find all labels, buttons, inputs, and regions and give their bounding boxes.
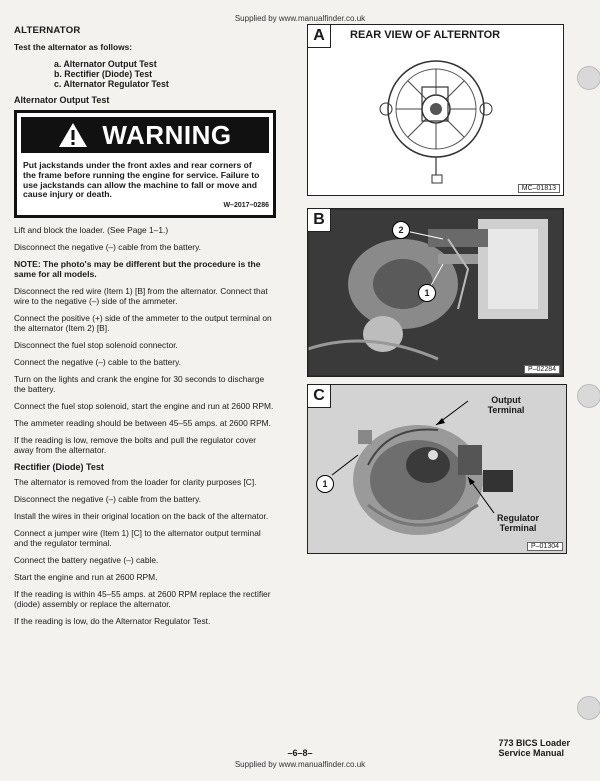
warning-header [21,117,269,153]
binder-hole [577,384,600,408]
figure-b-code: P–02284 [524,365,560,374]
para-fuel-stop-disconnect: Disconnect the fuel stop solenoid connector. [14,340,178,351]
warning-text: Put jackstands under the front axles and rear corners of the frame before running the engine for service. Failure to use jackstands can allow the machine to fall or move and cause injury or death. [23,160,260,200]
supplier-header: Supplied by www.manualfinder.co.uk [234,14,366,23]
para-fuel-stop-connect: Connect the fuel stop solenoid, start the engine and run at 2600 RPM. [14,401,274,412]
intro-text: Test the alternator as follows: [14,42,133,52]
para-ammeter-positive: Connect the positive (+) side of the ammeter to the output terminal on the alternator (Item 2) [B]. [14,313,272,334]
test-item-rectifier: b. Rectifier (Diode) Test [54,69,153,79]
figure-b [307,208,564,377]
para-alternator-removed: The alternator is removed from the loader for clarity purposes [C]. [14,477,257,488]
para-crank-engine: Turn on the lights and crank the engine for 30 seconds to discharge the battery. [14,374,265,395]
test-item-output: a. Alternator Output Test [54,59,157,69]
alternator-rear-drawing [378,47,498,187]
left-column [14,26,276,633]
test-list [14,59,276,89]
warning-triangle-icon [58,122,88,148]
figure-c-code: P–01304 [527,542,563,551]
regulator-terminal-label: Regulator Terminal [496,513,539,533]
footer-manual-name: Service Manual [498,748,564,758]
para-replace-rectifier: If the reading is within 45–55 amps. at 2600 RPM replace the rectifier (diode) assembly or replace the alternator. [14,589,271,610]
para-connect-negative: Connect the negative (–) cable to the battery. [14,357,181,368]
binder-hole [577,66,600,90]
page-number: –6–8– [287,748,313,758]
output-terminal-label: Output Terminal [487,395,525,415]
para-ammeter-reading: The ammeter reading should be between 45–55 amps. at 2600 RPM. [14,418,271,429]
figure-c [307,384,567,554]
figure-a [307,24,564,196]
binder-hole [577,696,600,720]
figure-a-title: REAR VIEW OF ALTERNTOR [350,29,501,41]
section-title: ALTERNATOR [14,25,81,36]
footer-model-name: 773 BICS Loader [498,738,570,748]
para-reading-low: If the reading is low, remove the bolts and pull the regulator cover away from the alternator. [14,435,257,456]
figure-a-label: A [308,25,331,48]
warning-code: W–2017–0286 [223,202,269,210]
callout-item-1-c: 1 [316,475,334,493]
para-lift: Lift and block the loader. (See Page 1–1.) [14,225,169,236]
para-start-engine: Start the engine and run at 2600 RPM. [14,572,158,583]
note-photos: NOTE: The photo's may be different but the procedure is the same for all models. [14,259,261,280]
subheading-rectifier-test: Rectifier (Diode) Test [14,462,104,473]
subheading-output-test: Alternator Output Test [14,95,110,105]
para-red-wire: Disconnect the red wire (Item 1) [B] from the alternator. Connect that wire to the negative (–) side of the ammeter. [14,286,268,307]
para-install-wires: Install the wires in their original location on the back of the alternator. [14,511,269,522]
para-disconnect-negative: Disconnect the negative (–) cable from the battery. [14,242,201,253]
figure-b-label: B [308,209,331,232]
supplier-footer: Supplied by www.manualfinder.co.uk [234,760,366,769]
warning-box [14,110,276,218]
figure-c-label: C [308,385,331,408]
para-jumper-wire: Connect a jumper wire (Item 1) [C] to the alternator output terminal and the regulator terminal. [14,528,261,549]
test-item-regulator: c. Alternator Regulator Test [54,79,169,89]
figure-a-code: MC–01813 [518,184,560,193]
para-connect-battery: Connect the battery negative (–) cable. [14,555,159,566]
callout-item-2: 2 [392,221,410,239]
para-regulator-test: If the reading is low, do the Alternator Regulator Test. [14,616,211,627]
callout-item-1: 1 [418,284,436,302]
warning-heading: WARNING [102,120,232,150]
para-disconnect-negative-2: Disconnect the negative (–) cable from the battery. [14,494,201,505]
